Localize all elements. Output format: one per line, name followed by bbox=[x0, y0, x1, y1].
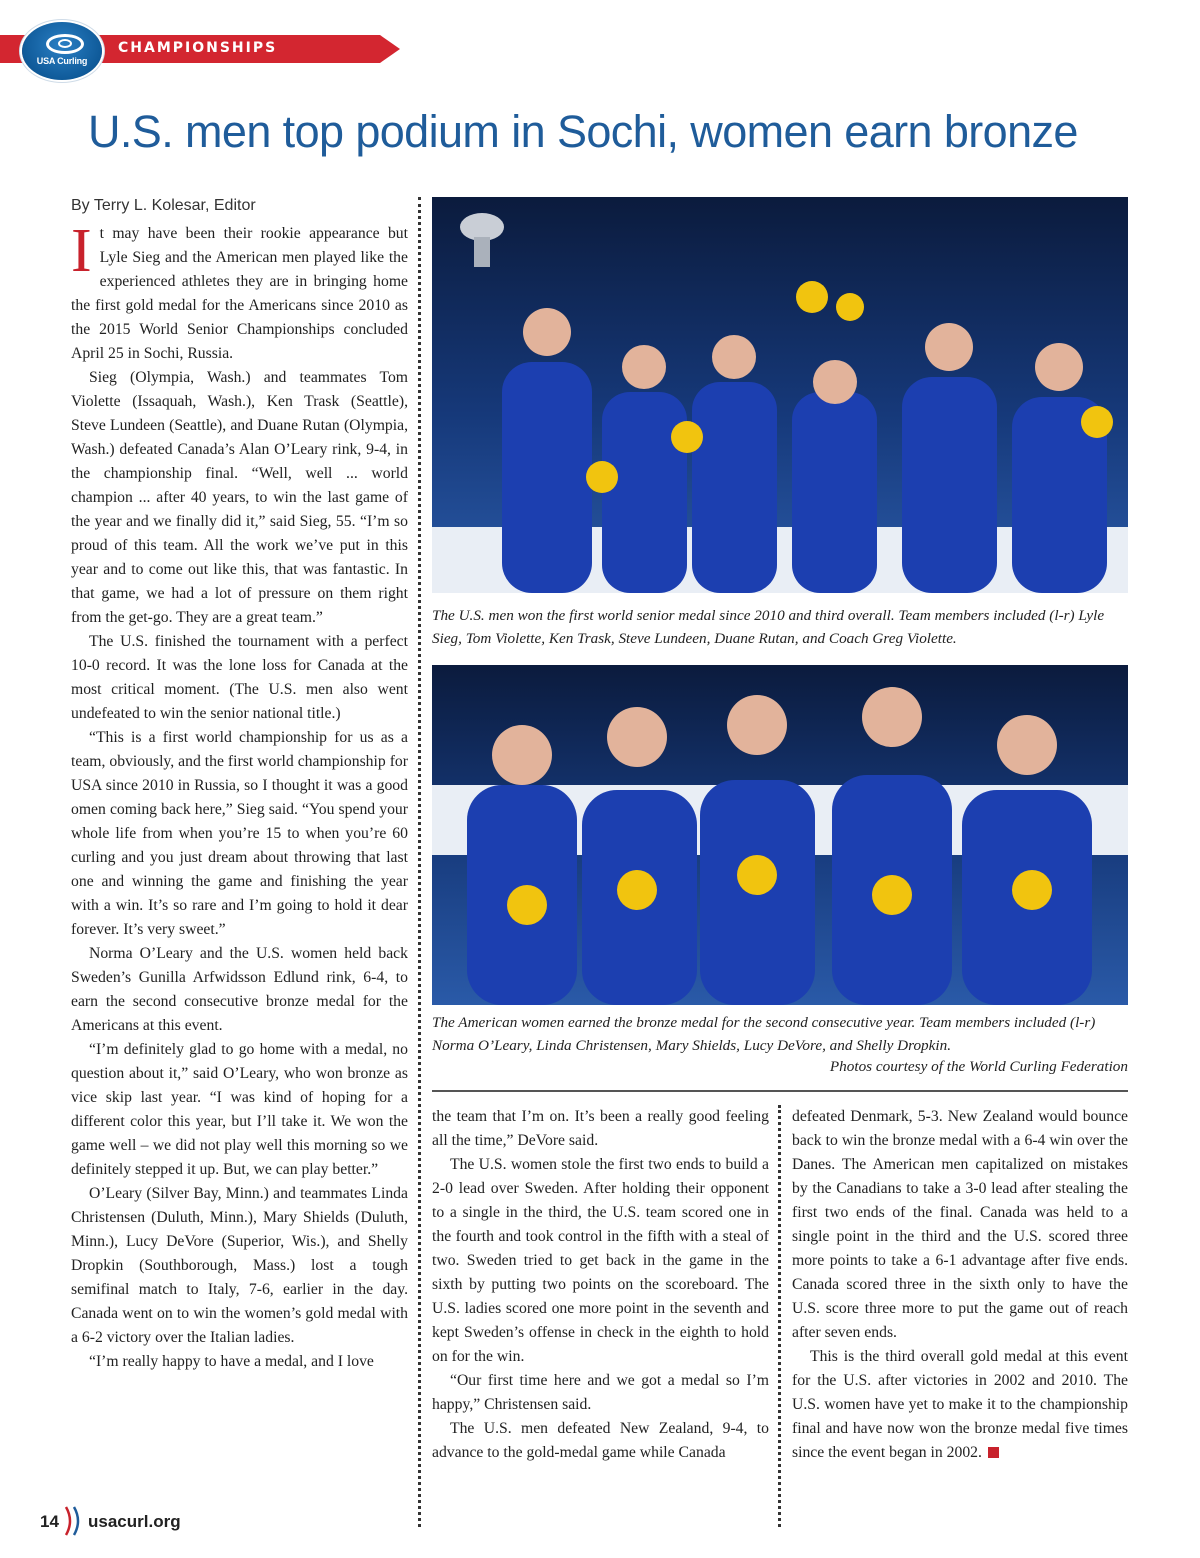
paragraph: the team that I’m on. It’s been a really good feeling all the time,” DeVore said. bbox=[432, 1108, 769, 1149]
paragraph: The U.S. finished the tournament with a perfect 10-0 record. It was the lone loss for Canada at the most critical moment. (The U.S. men also went undefeated to win the senior national title.) bbox=[71, 633, 408, 722]
women-photo-caption: The American women earned the bronze medal for the second consecutive year. Team members included (l-r) Norma O’Leary, Linda Christensen, Mary Shields, Lucy DeVore, and Shelly Dropkin. bbox=[432, 1014, 1096, 1054]
drop-cap: I bbox=[71, 217, 92, 285]
paragraph: defeated Denmark, 5-3. New Zealand would bounce back to win the bronze medal with a 6-4 win over the Danes. The American men capitalized on mistakes by the Canadians to take a 3-0 lead after stealing the first two ends of the final. Canada was held to a single point in the third and the U.S. scored three more points to take a 6-1 advantage after five ends. Canada scored three in the sixth only to have the U.S. score three more to put the game out of reach after seven ends. bbox=[792, 1108, 1128, 1341]
paragraph: Sieg (Olympia, Wash.) and teammates Tom Violette (Issaquah, Wash.), Ken Trask (Seattle), Steve Lundeen (Seattle), and Duane Rutan (Olympia, Wash.) defeated Canada’s Alan O’Leary rink, 9-4, in the championship final. “Well, well ... world champion ... after 40 years, to win the last game of the year and we finally did it,” said Sieg, 55. “I’m so proud of this team. All the work we’ve put in this year and to come out like this, that was fantastic. In that game, we had a lot of pressure on them right from the get-go. They are a great team.” bbox=[71, 369, 408, 626]
paragraph: Norma O’Leary and the U.S. women held back Sweden’s Gunilla Arfwidsson Edlund rink, 6-4, to earn the second consecutive bronze medal for the Americans at this event. bbox=[71, 945, 408, 1034]
curling-stone-icon bbox=[46, 34, 84, 54]
section-label: CHAMPIONSHIPS bbox=[118, 40, 278, 56]
paragraph: “I’m really happy to have a medal, and I love bbox=[89, 1353, 374, 1370]
byline: By Terry L. Kolesar, Editor bbox=[71, 197, 256, 214]
column-divider bbox=[778, 1105, 781, 1527]
usa-curling-logo[interactable] bbox=[22, 22, 102, 80]
page-number: 14 bbox=[40, 1512, 59, 1531]
article-column-1 bbox=[71, 217, 408, 1374]
column-divider bbox=[418, 197, 421, 1527]
site-link[interactable]: usacurl.org bbox=[88, 1512, 181, 1531]
paragraph: The U.S. women stole the first two ends to build a 2-0 lead over Sweden. After holding their opponent to a single in the third, the U.S. team scored one in the fourth and took control in the fifth with a steal of two. Sweden tried to get back in the game in the sixth by putting two points on the scoreboard. The U.S. ladies scored one more point in the seventh and kept Sweden’s offense in check in the eighth to hold on for the win. bbox=[432, 1156, 769, 1365]
paragraph: This is the third overall gold medal at this event for the U.S. after victories in 2002 and 2010. The U.S. women have yet to make it to the championship final and have now won the bronze medal five times since the event began in 2002. bbox=[792, 1348, 1128, 1461]
double-paren-icon bbox=[60, 1505, 90, 1537]
end-mark-icon bbox=[988, 1447, 999, 1458]
paragraph: O’Leary (Silver Bay, Minn.) and teammates Linda Christensen (Duluth, Minn.), Mary Shields (Duluth, Minn.), Lucy DeVore (Superior, Wis.), and Shelly Dropkin (Southborough, Mass.) lost a tough semifinal match to Italy, 7-6, earlier in the day. Canada went on to win the women’s gold medal with a 6-2 victory over the Italian ladies. bbox=[71, 1185, 408, 1346]
article-column-2 bbox=[432, 1105, 769, 1465]
paragraph: “This is a first world championship for us as a team, obviously, and the first world championship for USA since 2010 in Russia, so I thought it was a good omen coming back here,” Sieg said. “You spend your whole life from when you’re 15 to when you’re 60 curling and you just dream about throwing that last one and winning the game and finishing the year with a win. It’s so rare and I’m going to hold it dear forever. It’s very sweet.” bbox=[71, 729, 408, 938]
section-rule bbox=[432, 1090, 1128, 1092]
article-headline: U.S. men top podium in Sochi, women earn bronze bbox=[88, 106, 1078, 157]
men-team-photo bbox=[432, 197, 1128, 593]
paragraph: It may have been their rookie appearance but Lyle Sieg and the American men played like the experienced athletes they are in bringing home the first gold medal for the Americans since 2010 as the 2015 World Senior Championships concluded April 25 in Sochi, Russia. bbox=[71, 217, 408, 362]
women-team-photo bbox=[432, 665, 1128, 1005]
paragraph: “Our first time here and we got a medal so I’m happy,” Christensen said. bbox=[432, 1372, 769, 1413]
paragraph: The U.S. men defeated New Zealand, 9-4, to advance to the gold-medal game while Canada bbox=[432, 1420, 769, 1461]
logo-text: USA Curling bbox=[36, 56, 88, 66]
paragraph: “I’m definitely glad to go home with a medal, no question about it,” said O’Leary, who won bronze as vice skip last year. “I was kind of hoping for a different color this year, but I’ll take it. We won the game well – we did not play well this morning so we definitely stepped it up. But, we can play better.” bbox=[71, 1041, 408, 1178]
article-column-3 bbox=[792, 1105, 1128, 1465]
men-photo-caption: The U.S. men won the first world senior medal since 2010 and third overall. Team members included (l-r) Lyle Sieg, Tom Violette, Ken Trask, Steve Lundeen, Duane Rutan, and Coach Greg Violette. bbox=[432, 607, 1105, 647]
photo-credit: Photos courtesy of the World Curling Federation bbox=[829, 1058, 1128, 1075]
